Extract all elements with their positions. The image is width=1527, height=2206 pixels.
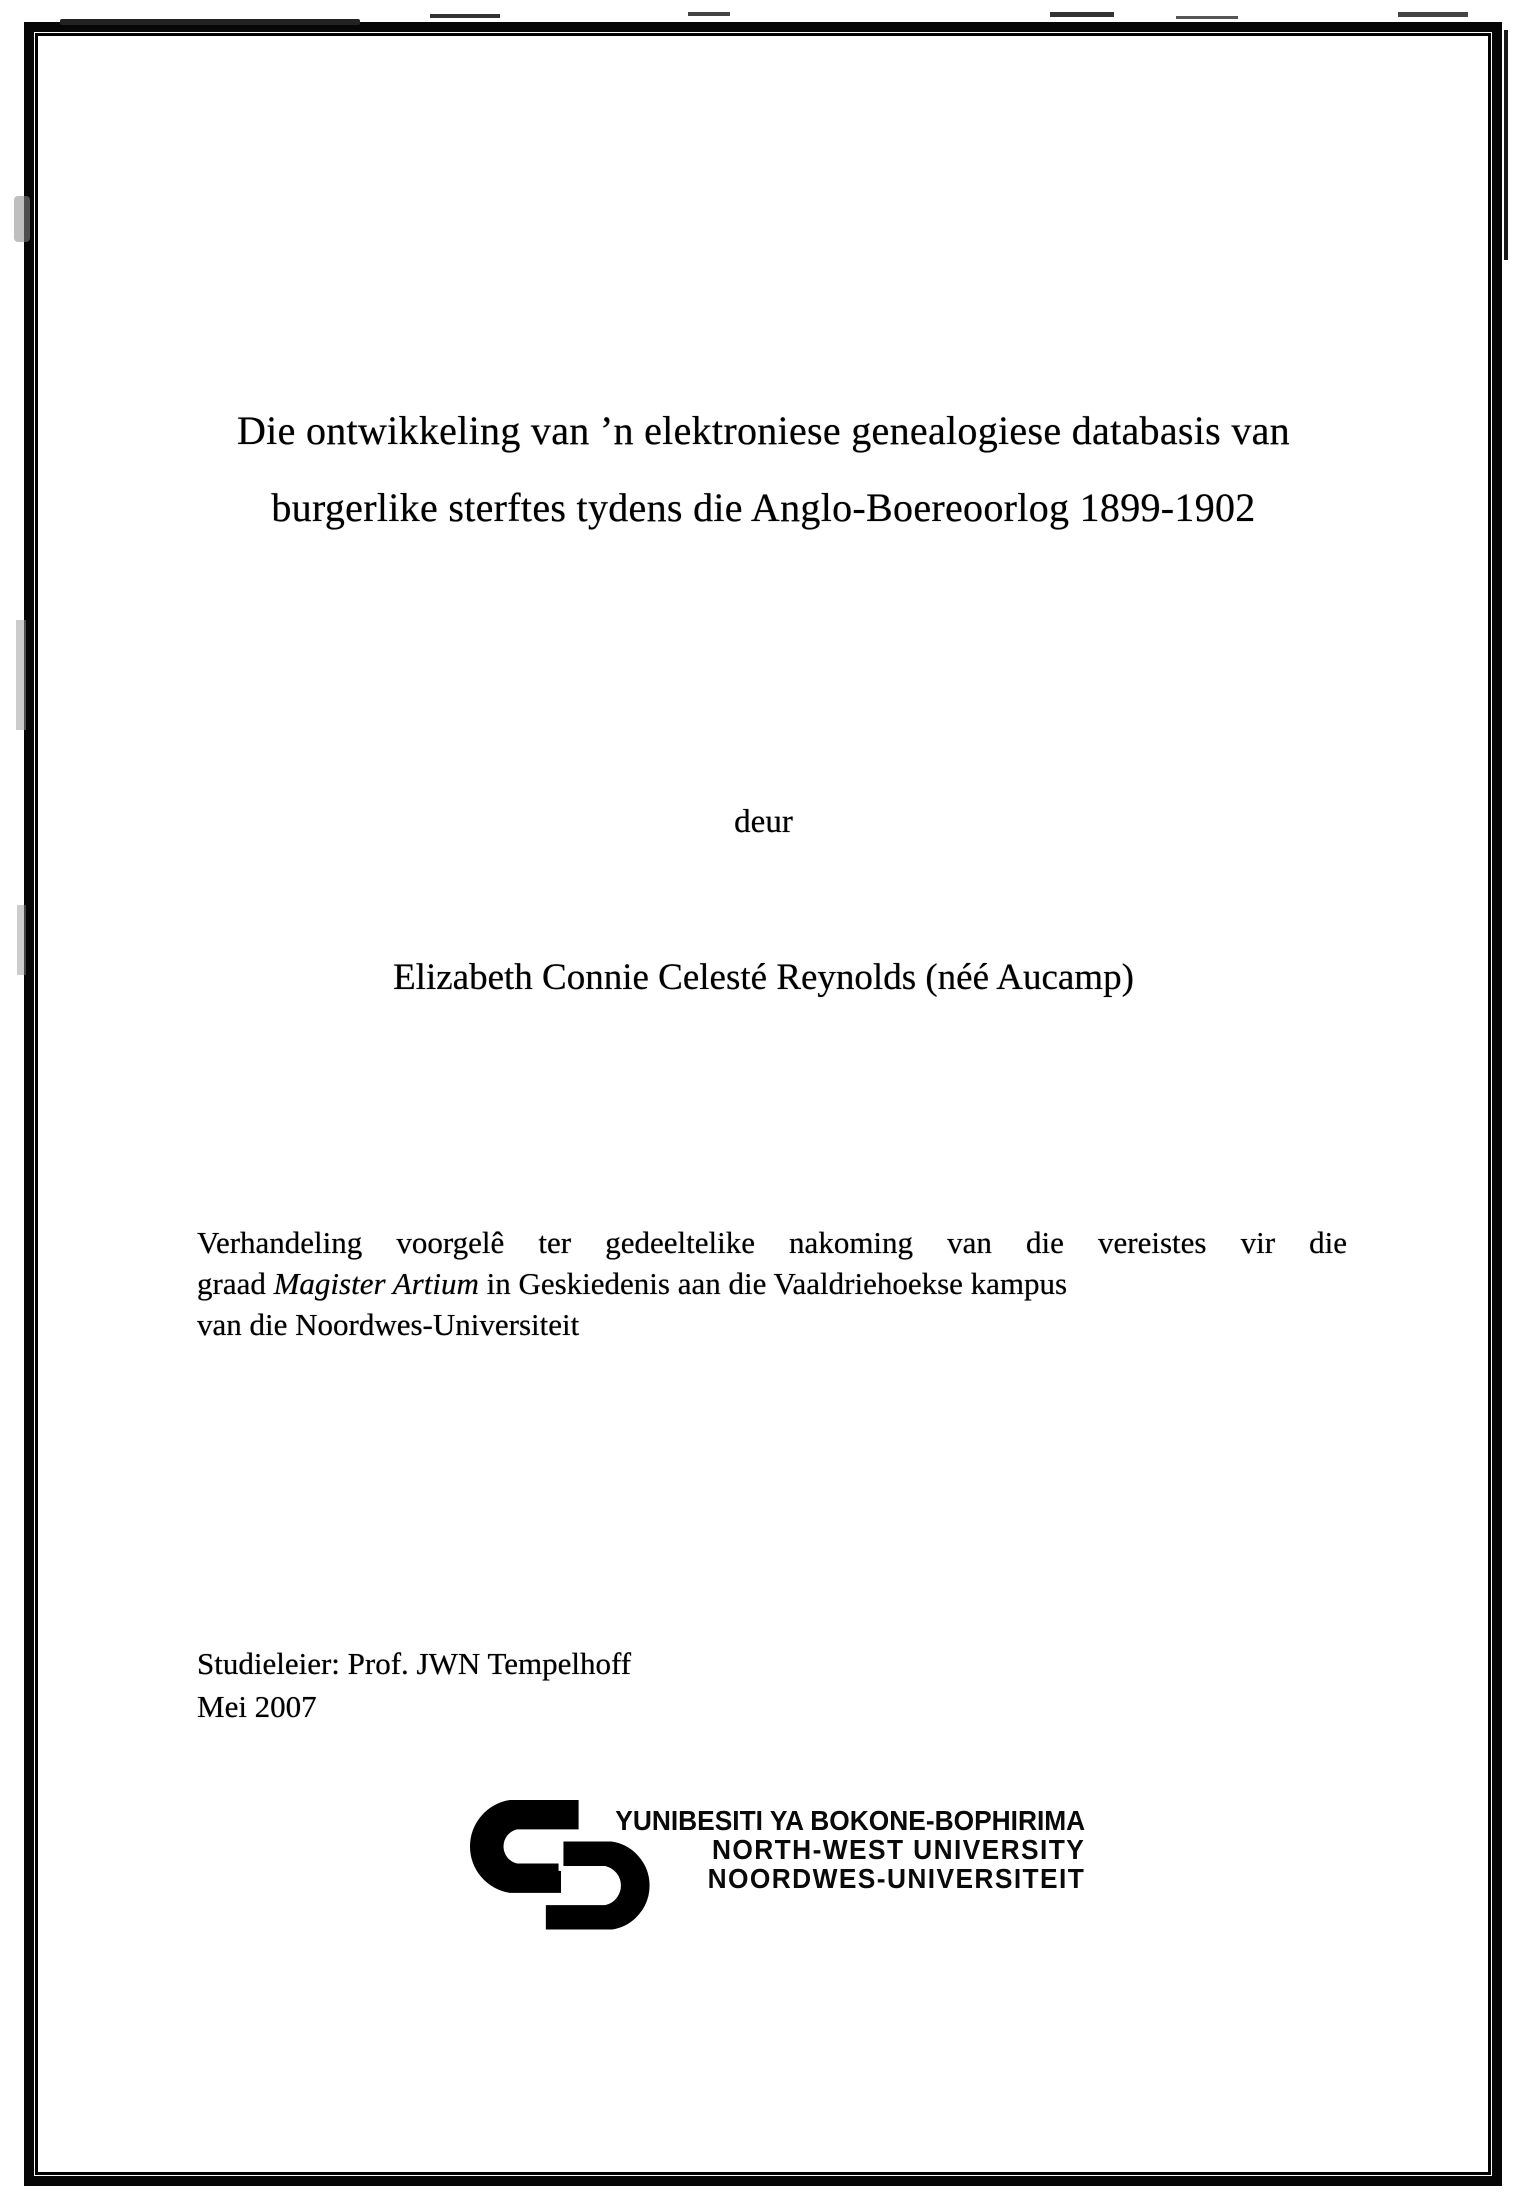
statement-line-3: van die Noordwes-Universiteit (197, 1307, 580, 1342)
scan-artifact (1398, 12, 1468, 17)
statement-line-2 (197, 1263, 1347, 1304)
scan-artifact (1504, 30, 1508, 260)
title-line-2: burgerlike sterftes tydens die Anglo-Boereoorlog 1899-1902 (271, 485, 1256, 530)
author-name: Elizabeth Connie Celesté Reynolds (néé Aucamp) (393, 957, 1134, 998)
supervisor-line: Studieleier: Prof. JWN Tempelhoff (197, 1646, 632, 1681)
degree-name-italic: Magister Artium (273, 1266, 479, 1301)
scan-artifact (1050, 12, 1114, 17)
university-logo (463, 1796, 1143, 1946)
byline: deur (734, 804, 793, 840)
date-line: Mei 2007 (197, 1689, 317, 1724)
scan-artifact (1176, 16, 1238, 19)
statement-line-2-prefix: graad (197, 1266, 274, 1301)
thesis-statement (197, 1222, 1347, 1345)
university-logo-text (587, 1806, 1085, 1893)
logo-text-line-1: YUNIBESITI YA BOKONE-BOPHIRIMA (615, 1805, 1086, 1836)
statement-line-2-suffix: in Geskiedenis aan die Vaaldriehoekse kampus (478, 1266, 1068, 1301)
supervisor-block (197, 1642, 631, 1728)
title-line-1: Die ontwikkeling van ’n elektroniese genealogiese databasis van (236, 408, 1290, 453)
thesis-title (100, 392, 1427, 546)
logo-text-line-3: NOORDWES-UNIVERSITEIT (707, 1863, 1086, 1894)
statement-line-1: Verhandeling voorgelê ter gedeeltelike nakoming van die vereistes vir die (197, 1225, 1347, 1260)
scan-artifact (688, 12, 730, 16)
scan-artifact (430, 14, 500, 18)
logo-text-line-2: NORTH-WEST UNIVERSITY (711, 1834, 1086, 1865)
